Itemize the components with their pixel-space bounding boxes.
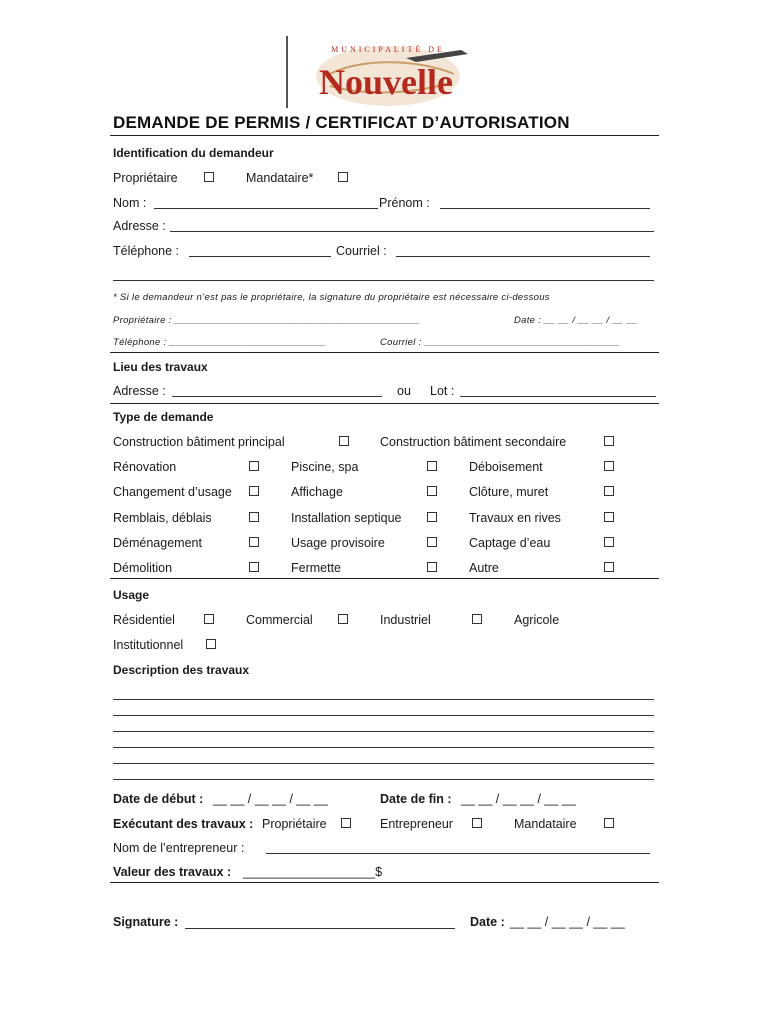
municipality-logo bbox=[286, 36, 482, 112]
type-option-checkbox[interactable] bbox=[427, 486, 437, 496]
executant-mandataire-label: Mandataire bbox=[514, 817, 577, 831]
nom-entrepreneur-label: Nom de l’entrepreneur : bbox=[113, 841, 245, 855]
date-fin-label: Date de fin : bbox=[380, 792, 452, 806]
nom-field[interactable] bbox=[154, 208, 378, 209]
lieu-adresse-label: Adresse : bbox=[113, 384, 166, 398]
executant-mandataire-checkbox[interactable] bbox=[604, 818, 614, 828]
lieu-rule bbox=[110, 403, 659, 404]
type-construction-principal-label: Construction bâtiment principal bbox=[113, 435, 285, 449]
type-option-label: Autre bbox=[469, 561, 499, 575]
type-option-checkbox[interactable] bbox=[604, 512, 614, 522]
extra-line[interactable] bbox=[113, 280, 654, 281]
section-type-heading: Type de demande bbox=[113, 410, 214, 424]
type-option-checkbox[interactable] bbox=[249, 537, 259, 547]
lot-label: Lot : bbox=[430, 384, 455, 398]
mandataire-checkbox[interactable] bbox=[338, 172, 348, 182]
signature-field[interactable] bbox=[185, 928, 455, 929]
description-line[interactable] bbox=[113, 779, 654, 780]
signature-label: Signature : bbox=[113, 915, 179, 929]
adresse-field[interactable] bbox=[170, 231, 654, 232]
owner-courriel-line[interactable]: Courriel : ___________________________________ bbox=[380, 337, 620, 348]
telephone-label: Téléphone : bbox=[113, 244, 180, 258]
type-option-label: Captage d’eau bbox=[469, 536, 551, 550]
type-option-checkbox[interactable] bbox=[249, 512, 259, 522]
type-option-label: Travaux en rives bbox=[469, 511, 561, 525]
type-option-checkbox[interactable] bbox=[604, 486, 614, 496]
title-rule bbox=[110, 135, 659, 136]
type-option-label: Changement d’usage bbox=[113, 485, 232, 499]
description-line[interactable] bbox=[113, 747, 654, 748]
type-option-checkbox[interactable] bbox=[427, 512, 437, 522]
signature-date-label: Date : bbox=[470, 915, 505, 929]
owner-telephone-line[interactable]: Téléphone : ____________________________ bbox=[113, 337, 326, 348]
type-option-checkbox[interactable] bbox=[249, 486, 259, 496]
executant-entrepreneur-checkbox[interactable] bbox=[472, 818, 482, 828]
usage-residentiel-checkbox[interactable] bbox=[204, 614, 214, 624]
proprietaire-label: Propriétaire bbox=[113, 171, 178, 185]
type-option-checkbox[interactable] bbox=[249, 562, 259, 572]
type-option-label: Affichage bbox=[291, 485, 343, 499]
courriel-field[interactable] bbox=[396, 256, 650, 257]
logo-graphic bbox=[286, 36, 482, 112]
prenom-label: Prénom : bbox=[379, 196, 430, 210]
lot-field[interactable] bbox=[460, 396, 656, 397]
usage-commercial-checkbox[interactable] bbox=[338, 614, 348, 624]
type-option-label: Usage provisoire bbox=[291, 536, 385, 550]
executant-proprietaire-checkbox[interactable] bbox=[341, 818, 351, 828]
prenom-field[interactable] bbox=[440, 208, 650, 209]
date-fin-field[interactable]: __ __ / __ __ / __ __ bbox=[461, 792, 576, 806]
mandataire-label: Mandataire* bbox=[246, 171, 314, 185]
owner-signature-line[interactable]: Propriétaire : ____________________________________________ bbox=[113, 315, 421, 326]
usage-industriel-label: Industriel bbox=[380, 613, 431, 627]
type-option-checkbox[interactable] bbox=[427, 562, 437, 572]
type-rule bbox=[110, 578, 659, 579]
type-option-checkbox[interactable] bbox=[427, 461, 437, 471]
description-line[interactable] bbox=[113, 731, 654, 732]
type-option-label: Installation septique bbox=[291, 511, 402, 525]
valeur-label: Valeur des travaux : bbox=[113, 865, 232, 879]
type-option-label: Remblais, déblais bbox=[113, 511, 212, 525]
nom-entrepreneur-field[interactable] bbox=[266, 853, 650, 854]
courriel-label: Courriel : bbox=[336, 244, 387, 258]
type-construction-secondaire-checkbox[interactable] bbox=[604, 436, 614, 446]
type-option-checkbox[interactable] bbox=[604, 537, 614, 547]
logo-top-text: MUNICIPALITÉ DE bbox=[331, 45, 445, 54]
type-option-label: Démolition bbox=[113, 561, 173, 575]
description-line[interactable] bbox=[113, 699, 654, 700]
logo-name-text: Nouvelle bbox=[319, 62, 453, 102]
executant-label: Exécutant des travaux : bbox=[113, 817, 254, 831]
type-option-checkbox[interactable] bbox=[427, 537, 437, 547]
valeur-rule bbox=[110, 882, 659, 883]
ou-label: ou bbox=[397, 384, 411, 398]
date-debut-field[interactable]: __ __ / __ __ / __ __ bbox=[213, 792, 328, 806]
description-line[interactable] bbox=[113, 763, 654, 764]
telephone-field[interactable] bbox=[189, 256, 331, 257]
usage-residentiel-label: Résidentiel bbox=[113, 613, 175, 627]
type-option-checkbox[interactable] bbox=[604, 461, 614, 471]
usage-institutionnel-checkbox[interactable] bbox=[206, 639, 216, 649]
section-description-heading: Description des travaux bbox=[113, 663, 250, 677]
adresse-label: Adresse : bbox=[113, 219, 166, 233]
description-line[interactable] bbox=[113, 715, 654, 716]
date-debut-label: Date de début : bbox=[113, 792, 204, 806]
type-option-checkbox[interactable] bbox=[604, 562, 614, 572]
type-option-label: Piscine, spa bbox=[291, 460, 359, 474]
executant-entrepreneur-label: Entrepreneur bbox=[380, 817, 453, 831]
type-option-label: Clôture, muret bbox=[469, 485, 549, 499]
type-option-label: Rénovation bbox=[113, 460, 177, 474]
section-usage-heading: Usage bbox=[113, 588, 150, 602]
executant-proprietaire-label: Propriétaire bbox=[262, 817, 327, 831]
identification-rule bbox=[110, 352, 659, 353]
type-construction-secondaire-label: Construction bâtiment secondaire bbox=[380, 435, 567, 449]
usage-agricole-label: Agricole bbox=[514, 613, 560, 627]
proprietaire-checkbox[interactable] bbox=[204, 172, 214, 182]
page-title: DEMANDE DE PERMIS / CERTIFICAT D’AUTORISATION bbox=[113, 113, 570, 132]
signature-date-field[interactable]: __ __ / __ __ / __ __ bbox=[510, 915, 625, 929]
section-lieu-heading: Lieu des travaux bbox=[113, 360, 208, 374]
type-option-label: Déménagement bbox=[113, 536, 202, 550]
usage-industriel-checkbox[interactable] bbox=[472, 614, 482, 624]
type-option-checkbox[interactable] bbox=[249, 461, 259, 471]
usage-institutionnel-label: Institutionnel bbox=[113, 638, 184, 652]
section-identification-heading: Identification du demandeur bbox=[113, 146, 274, 160]
nom-label: Nom : bbox=[113, 196, 147, 210]
type-construction-principal-checkbox[interactable] bbox=[339, 436, 349, 446]
usage-commercial-label: Commercial bbox=[246, 613, 313, 627]
valeur-field[interactable]: ___________________$ bbox=[243, 865, 383, 879]
lieu-adresse-field[interactable] bbox=[172, 396, 382, 397]
owner-note: * Si le demandeur n’est pas le propriétaire, la signature du propriétaire est nécessaire ci-dessous bbox=[113, 292, 550, 303]
type-option-label: Fermette bbox=[291, 561, 342, 575]
owner-date-line[interactable]: Date : __ __ / __ __ / __ __ bbox=[514, 315, 638, 326]
type-option-label: Déboisement bbox=[469, 460, 543, 474]
